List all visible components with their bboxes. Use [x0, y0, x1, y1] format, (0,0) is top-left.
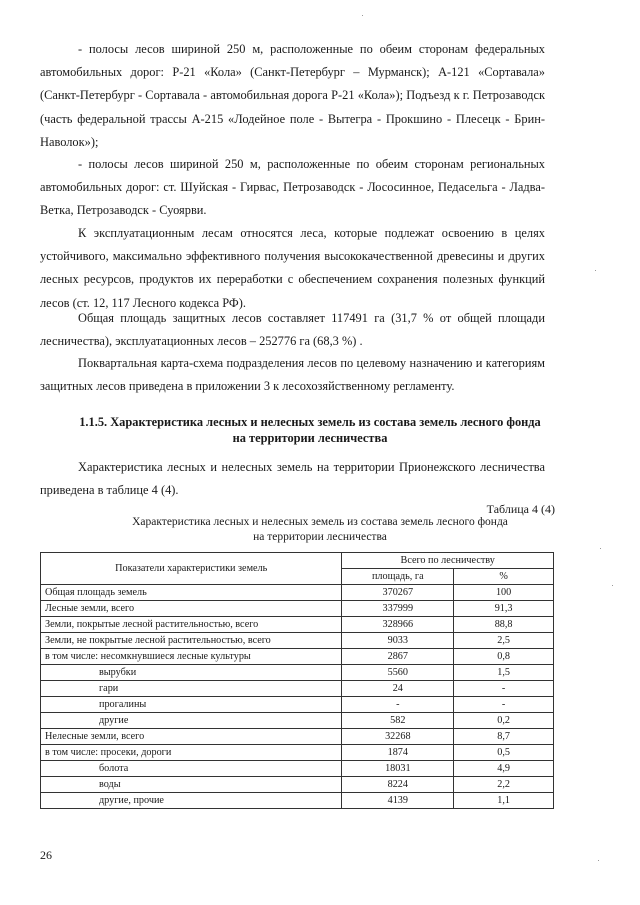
table-row: [41, 665, 554, 681]
row-area: -: [342, 697, 454, 713]
table-row: [41, 601, 554, 617]
table-title-line2: на территории лесничества: [253, 530, 387, 543]
scan-artifact: [362, 15, 363, 16]
row-area: 337999: [342, 601, 454, 617]
row-area: 8224: [342, 777, 454, 793]
land-characteristics-table: [40, 552, 554, 809]
scan-artifact: [612, 585, 613, 586]
row-area: 370267: [342, 585, 454, 601]
row-label: гари: [41, 681, 342, 697]
row-label: в том числе: несомкнувшиеся лесные культуры: [41, 649, 342, 665]
row-label: Земли, не покрытые лесной растительностью, всего: [41, 633, 342, 649]
table-row: [41, 649, 554, 665]
row-label: прогалины: [41, 697, 342, 713]
table-row: [41, 713, 554, 729]
table-row: [41, 585, 554, 601]
row-label: воды: [41, 777, 342, 793]
row-percent: 0,8: [454, 649, 554, 665]
row-percent: 91,3: [454, 601, 554, 617]
row-percent: 4,9: [454, 761, 554, 777]
row-area: 328966: [342, 617, 454, 633]
header-indicator: Показатели характеристики земель: [41, 553, 342, 585]
table-row: [41, 681, 554, 697]
row-area: 5560: [342, 665, 454, 681]
row-area: 24: [342, 681, 454, 697]
table-row: [41, 617, 554, 633]
row-percent: 2,2: [454, 777, 554, 793]
row-area: 18031: [342, 761, 454, 777]
row-label: Лесные земли, всего: [41, 601, 342, 617]
table-title: [40, 515, 600, 544]
row-percent: -: [454, 681, 554, 697]
row-label: в том числе: просеки, дороги: [41, 745, 342, 761]
table-row: [41, 777, 554, 793]
scan-artifact: [600, 548, 601, 549]
header-percent: %: [454, 569, 554, 585]
row-percent: -: [454, 697, 554, 713]
paragraph-protected-area: Общая площадь защитных лесов составляет 117491 га (31,7 % от общей площади лесничества), эксплуатационных лесов – 252776 га (68,3 %) .: [40, 311, 545, 349]
row-percent: 1,1: [454, 793, 554, 809]
table-row: [41, 745, 554, 761]
table-row: [41, 633, 554, 649]
header-area: площадь, га: [342, 569, 454, 585]
row-area: 1874: [342, 745, 454, 761]
section-heading-line1: 1.1.5. Характеристика лесных и нелесных земель из состава земель лесного фонда: [79, 415, 541, 429]
row-area: 32268: [342, 729, 454, 745]
table-row: [41, 697, 554, 713]
scan-artifact: [595, 270, 596, 271]
row-percent: 0,2: [454, 713, 554, 729]
paragraph-regional-roads: - полосы лесов шириной 250 м, расположенные по обеим сторонам региональных автомобильных дорог: ст. Шуйская - Гирвас, Петрозаводск - Лососинное, Педасельга - Ладва-Ветка, Петрозаводск - Суоярви.: [40, 157, 545, 218]
section-heading-line2: на территории лесничества: [232, 431, 388, 445]
row-label: другие, прочие: [41, 793, 342, 809]
section-heading: [40, 414, 580, 446]
table-row: [41, 761, 554, 777]
row-label: Земли, покрытые лесной растительностью, всего: [41, 617, 342, 633]
paragraph-federal-roads: - полосы лесов шириной 250 м, расположенные по обеим сторонам федеральных автомобильных дорог: Р-21 «Кола» (Санкт-Петербург – Мурманск); А-121 «Сортавала» (Санкт-Петербург - Сортавала - автомобильная дорога Р-21 «Кола»); Подъезд к г. Петрозаводск (часть федеральной трассы А-215 «Лодейное поле - Вытегра - Прокшино - Плесецк - Брин-Наволок»);: [40, 42, 545, 149]
row-area: 9033: [342, 633, 454, 649]
row-percent: 88,8: [454, 617, 554, 633]
scan-artifact: [598, 860, 599, 861]
row-percent: 1,5: [454, 665, 554, 681]
row-percent: 8,7: [454, 729, 554, 745]
paragraph-map-scheme: Поквартальная карта-схема подразделения лесов по целевому назначению и категориям защитных лесов приведена в приложении 3 к лесохозяйственному регламенту.: [40, 356, 545, 394]
table-row: [41, 793, 554, 809]
row-percent: 0,5: [454, 745, 554, 761]
header-total: Всего по лесничеству: [342, 553, 554, 569]
row-label: другие: [41, 713, 342, 729]
row-label: вырубки: [41, 665, 342, 681]
row-percent: 2,5: [454, 633, 554, 649]
table-reference: Таблица 4 (4): [486, 502, 555, 516]
paragraph-exploitation-forests: К эксплуатационным лесам относятся леса, которые подлежат освоению в целях устойчивого, максимально эффективного получения высококачественной древесины и других лесных ресурсов, продуктов их переработки с обеспечением сохранения полезных функций лесов (ст. 12, 117 Лесного кодекса РФ).: [40, 226, 545, 310]
row-percent: 100: [454, 585, 554, 601]
paragraph-table-intro: Характеристика лесных и нелесных земель на территории Прионежского лесничества приведена в таблице 4 (4).: [40, 460, 545, 498]
table-title-line1: Характеристика лесных и нелесных земель из состава земель лесного фонда: [132, 516, 508, 528]
row-area: 4139: [342, 793, 454, 809]
table-row: [41, 729, 554, 745]
row-label: Общая площадь земель: [41, 585, 342, 601]
row-area: 2867: [342, 649, 454, 665]
page-number: 26: [40, 848, 52, 862]
table-header-row: [41, 553, 554, 569]
row-label: болота: [41, 761, 342, 777]
row-area: 582: [342, 713, 454, 729]
row-label: Нелесные земли, всего: [41, 729, 342, 745]
